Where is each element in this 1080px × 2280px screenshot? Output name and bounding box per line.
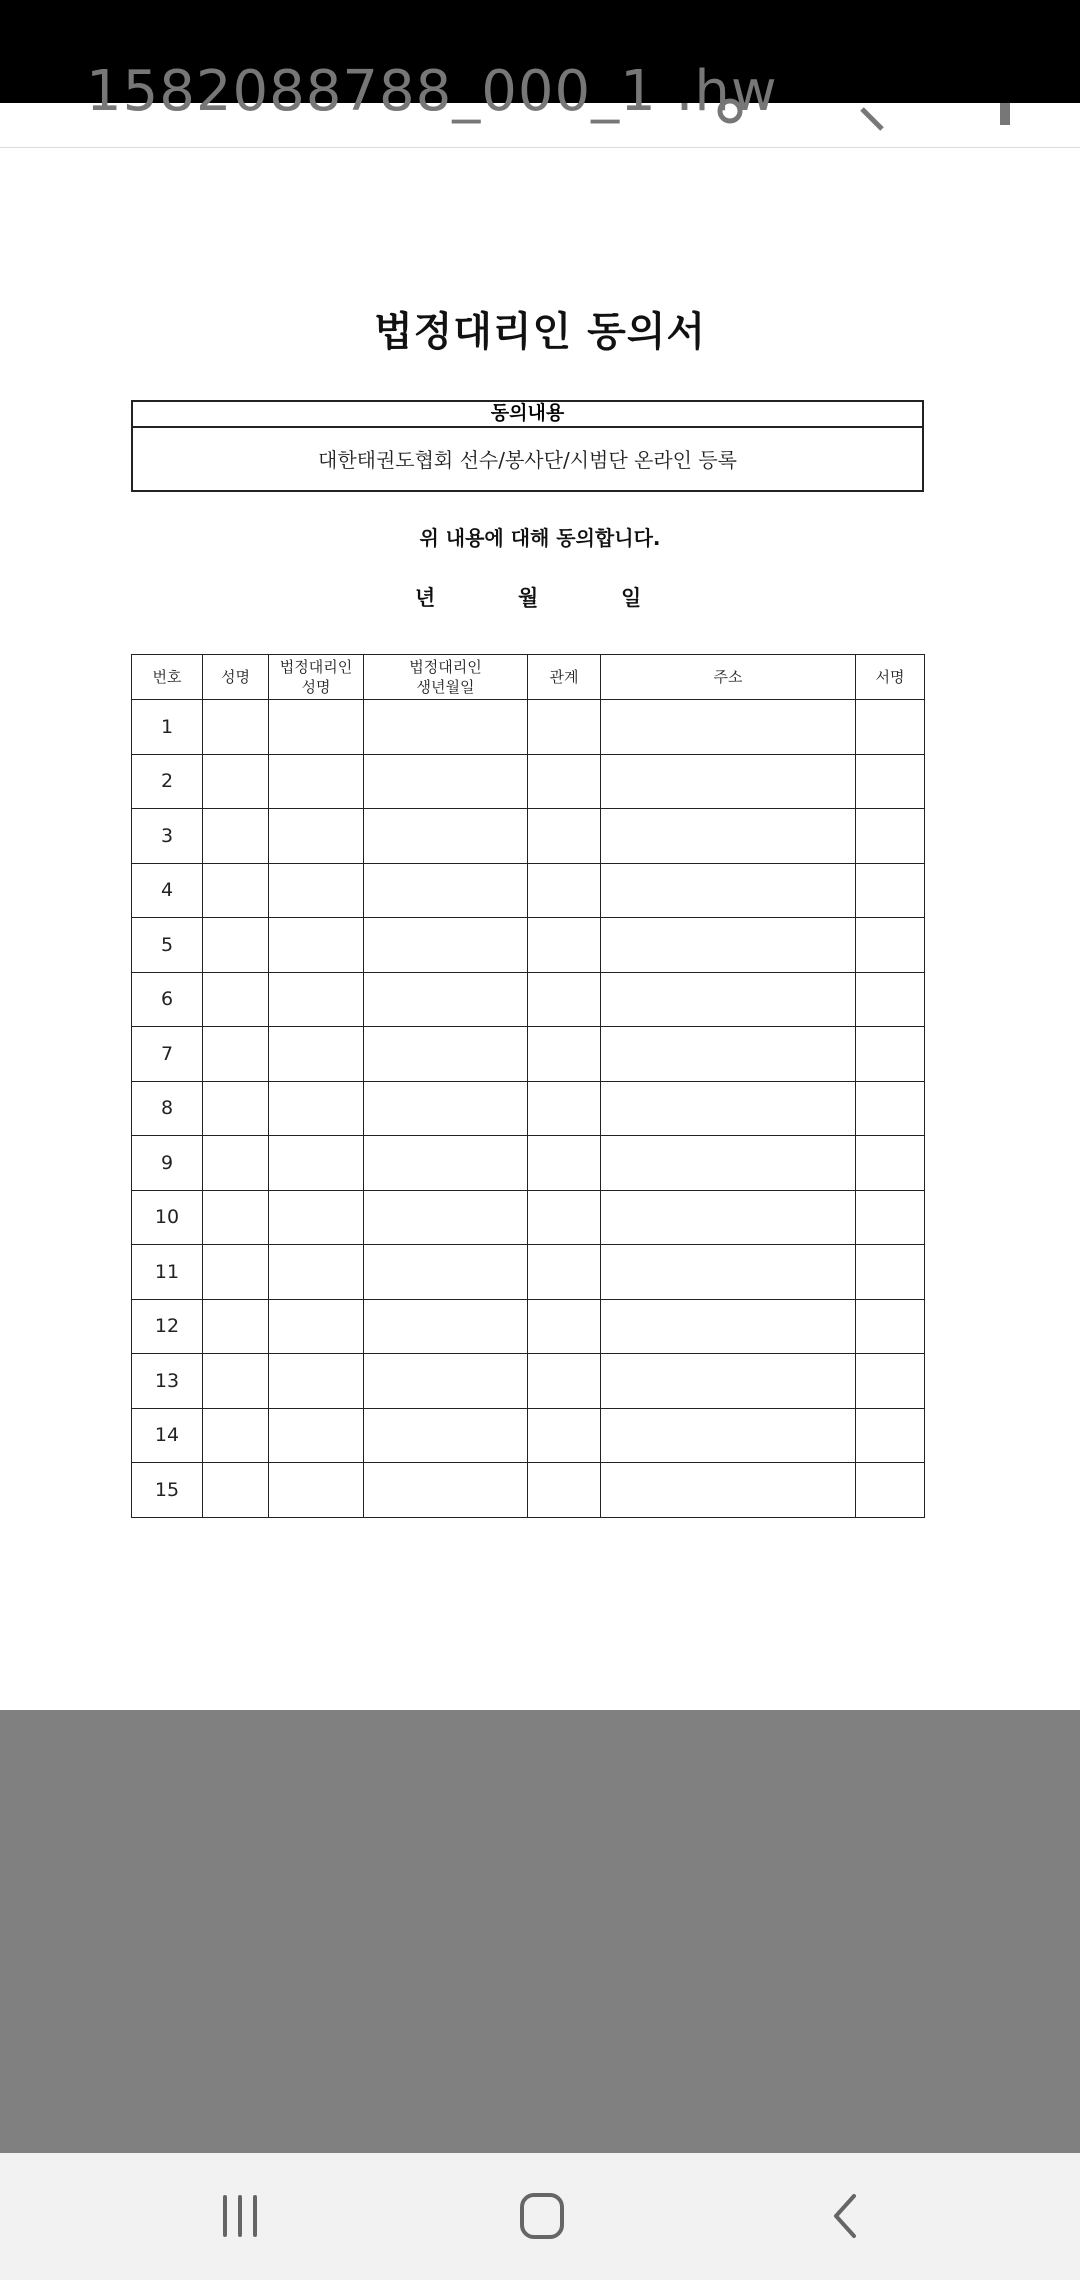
cell-signature [856, 1299, 925, 1354]
cell-relation [528, 1354, 601, 1409]
cell-guardian-name [269, 1299, 364, 1354]
header-guardian-name: 법정대리인 성명 [269, 655, 364, 700]
cell-number: 4 [132, 863, 203, 918]
cell-signature [856, 1408, 925, 1463]
back-icon[interactable] [816, 2191, 876, 2241]
cell-number: 9 [132, 1136, 203, 1191]
cell-guardian-birthdate [364, 863, 528, 918]
cell-signature [856, 1463, 925, 1518]
header-signature: 서명 [856, 655, 925, 700]
cell-address [601, 863, 856, 918]
search-icon[interactable] [852, 81, 892, 133]
table-row [132, 754, 925, 809]
date-day: 일 [621, 586, 642, 610]
cell-number: 5 [132, 918, 203, 973]
navigation-bar [0, 2153, 1080, 2280]
cell-number: 14 [132, 1408, 203, 1463]
cell-number: 7 [132, 1027, 203, 1082]
cell-guardian-birthdate [364, 754, 528, 809]
cell-signature [856, 972, 925, 1027]
cell-guardian-name [269, 1408, 364, 1463]
cell-guardian-name [269, 972, 364, 1027]
cell-address [601, 1190, 856, 1245]
cell-guardian-birthdate [364, 1463, 528, 1518]
cell-signature [856, 863, 925, 918]
cell-relation [528, 1190, 601, 1245]
table-row [132, 863, 925, 918]
cell-guardian-birthdate [364, 809, 528, 864]
cell-guardian-birthdate [364, 1136, 528, 1191]
cell-name [203, 1354, 269, 1409]
cell-guardian-name [269, 1245, 364, 1300]
cell-relation [528, 1081, 601, 1136]
table-row [132, 809, 925, 864]
more-options-icon[interactable] [985, 81, 1025, 133]
cell-address [601, 1136, 856, 1191]
cell-signature [856, 1354, 925, 1409]
cell-address [601, 1463, 856, 1518]
cell-guardian-birthdate [364, 1408, 528, 1463]
consent-box [131, 400, 924, 492]
header-guardian-birthdate: 법정대리인 생년월일 [364, 655, 528, 700]
cell-number: 11 [132, 1245, 203, 1300]
date-month: 월 [518, 586, 539, 610]
cell-name [203, 1136, 269, 1191]
cell-address [601, 1299, 856, 1354]
cell-number: 8 [132, 1081, 203, 1136]
table-row [132, 972, 925, 1027]
cell-signature [856, 809, 925, 864]
cell-name [203, 754, 269, 809]
cell-address [601, 754, 856, 809]
table-header-row [132, 655, 925, 700]
cell-address [601, 1081, 856, 1136]
cell-signature [856, 1136, 925, 1191]
cell-guardian-birthdate [364, 1190, 528, 1245]
cell-address [601, 1027, 856, 1082]
cell-address [601, 700, 856, 755]
cell-name [203, 972, 269, 1027]
cell-relation [528, 700, 601, 755]
cell-guardian-name [269, 754, 364, 809]
cell-guardian-name [269, 700, 364, 755]
cell-guardian-name [269, 809, 364, 864]
cell-guardian-name [269, 1354, 364, 1409]
cell-guardian-birthdate [364, 1027, 528, 1082]
cell-number: 3 [132, 809, 203, 864]
recent-apps-icon[interactable] [210, 2191, 270, 2241]
cell-name [203, 1299, 269, 1354]
cell-name [203, 1027, 269, 1082]
cell-guardian-name [269, 1463, 364, 1518]
table-row [132, 700, 925, 755]
cell-number: 1 [132, 700, 203, 755]
cell-address [601, 809, 856, 864]
cell-name [203, 1190, 269, 1245]
table-row [132, 1299, 925, 1354]
header-name: 성명 [203, 655, 269, 700]
cell-address [601, 918, 856, 973]
cell-name [203, 1408, 269, 1463]
cell-number: 15 [132, 1463, 203, 1518]
cell-relation [528, 918, 601, 973]
cell-relation [528, 1136, 601, 1191]
cell-relation [528, 1027, 601, 1082]
home-icon[interactable] [512, 2191, 572, 2241]
cell-guardian-birthdate [364, 1245, 528, 1300]
date-year: 년 [415, 586, 436, 610]
cell-relation [528, 972, 601, 1027]
table-row [132, 1245, 925, 1300]
cell-guardian-birthdate [364, 972, 528, 1027]
cell-name [203, 700, 269, 755]
cell-address [601, 1408, 856, 1463]
viewer-toolbar [0, 59, 1080, 148]
cell-address [601, 1354, 856, 1409]
cell-signature [856, 1190, 925, 1245]
cell-number: 6 [132, 972, 203, 1027]
table-row [132, 1027, 925, 1082]
cell-guardian-name [269, 863, 364, 918]
cell-guardian-birthdate [364, 1081, 528, 1136]
agree-statement: 위 내용에 대해 동의합니다. [419, 526, 661, 550]
table-row [132, 1463, 925, 1518]
consent-header: 동의내용 [133, 402, 922, 428]
cell-number: 13 [132, 1354, 203, 1409]
cell-signature [856, 918, 925, 973]
cell-guardian-name [269, 1190, 364, 1245]
cell-guardian-name [269, 918, 364, 973]
cell-name [203, 1245, 269, 1300]
header-relation: 관계 [528, 655, 601, 700]
file-title[interactable]: 1582088788_000_1 .hw [86, 59, 778, 124]
table-row [132, 1354, 925, 1409]
cell-name [203, 1081, 269, 1136]
cell-address [601, 1245, 856, 1300]
cell-signature [856, 1081, 925, 1136]
cell-relation [528, 1245, 601, 1300]
cell-signature [856, 1245, 925, 1300]
cell-guardian-name [269, 1136, 364, 1191]
document-page [0, 148, 1080, 1710]
cell-number: 2 [132, 754, 203, 809]
cell-guardian-birthdate [364, 700, 528, 755]
cell-relation [528, 863, 601, 918]
cell-relation [528, 809, 601, 864]
cell-guardian-name [269, 1027, 364, 1082]
document-title: 법정대리인 동의서 [373, 309, 707, 355]
cell-guardian-birthdate [364, 1354, 528, 1409]
cell-name [203, 1463, 269, 1518]
cell-number: 10 [132, 1190, 203, 1245]
consent-body: 대한태권도협회 선수/봉사단/시범단 온라인 등록 [318, 448, 737, 472]
cell-address [601, 972, 856, 1027]
cell-relation [528, 1408, 601, 1463]
table-row [132, 918, 925, 973]
cell-signature [856, 700, 925, 755]
table-row [132, 1081, 925, 1136]
cell-name [203, 863, 269, 918]
tts-icon[interactable] [710, 81, 750, 133]
table-row [132, 1408, 925, 1463]
table-row [132, 1136, 925, 1191]
cell-signature [856, 754, 925, 809]
cell-guardian-birthdate [364, 1299, 528, 1354]
cell-name [203, 918, 269, 973]
cell-relation [528, 754, 601, 809]
cell-name [203, 809, 269, 864]
header-number: 번호 [132, 655, 203, 700]
cell-relation [528, 1463, 601, 1518]
header-address: 주소 [601, 655, 856, 700]
cell-relation [528, 1299, 601, 1354]
cell-number: 12 [132, 1299, 203, 1354]
cell-signature [856, 1027, 925, 1082]
signer-table [131, 654, 925, 1518]
cell-guardian-birthdate [364, 918, 528, 973]
cell-guardian-name [269, 1081, 364, 1136]
table-row [132, 1190, 925, 1245]
